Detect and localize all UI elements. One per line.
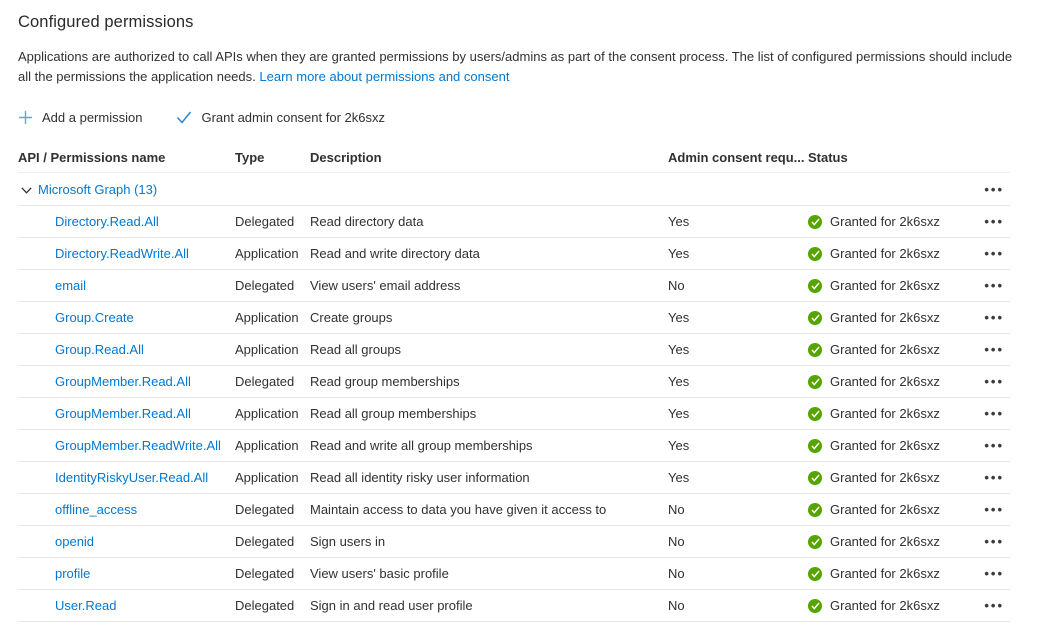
granted-check-circle-icon xyxy=(808,311,822,325)
check-icon xyxy=(176,111,192,124)
table-row xyxy=(18,302,1010,334)
permission-description: Read all identity risky user information xyxy=(310,470,530,485)
status-text: Granted for 2k6sxz xyxy=(830,566,940,581)
grant-admin-consent-button[interactable] xyxy=(176,108,385,127)
granted-check-circle-icon xyxy=(808,439,822,453)
permission-type: Delegated xyxy=(235,374,295,389)
more-options-icon[interactable]: ••• xyxy=(982,245,1010,262)
admin-consent-required-value: No xyxy=(668,566,685,581)
table-header-row xyxy=(18,143,1010,173)
permission-name-link[interactable]: Group.Read.All xyxy=(55,342,144,357)
table-row xyxy=(18,558,1010,590)
admin-consent-required-value: Yes xyxy=(668,470,690,485)
granted-check-circle-icon xyxy=(808,599,822,613)
permission-name-link[interactable]: email xyxy=(55,278,87,293)
permission-description: Sign users in xyxy=(310,534,386,549)
page-title: Configured permissions xyxy=(18,13,194,31)
permission-type: Delegated xyxy=(235,214,295,229)
admin-consent-required-value: Yes xyxy=(668,310,690,325)
more-options-icon[interactable]: ••• xyxy=(982,373,1010,390)
admin-consent-required-value: Yes xyxy=(668,406,690,421)
granted-check-circle-icon xyxy=(808,343,822,357)
permission-description: Maintain access to data you have given it access to xyxy=(310,502,607,517)
more-options-icon[interactable]: ••• xyxy=(982,597,1010,614)
group-collapse-button[interactable] xyxy=(18,182,38,197)
table-row xyxy=(18,206,1010,238)
permission-name-link[interactable]: offline_access xyxy=(55,502,138,517)
status-text: Granted for 2k6sxz xyxy=(830,374,940,389)
more-options-icon[interactable]: ••• xyxy=(982,405,1010,422)
section-description xyxy=(18,47,1026,87)
permission-type: Application xyxy=(235,246,299,261)
permission-description: Read group memberships xyxy=(310,374,460,389)
permission-name-link[interactable]: openid xyxy=(55,534,95,549)
more-options-icon[interactable]: ••• xyxy=(982,565,1010,582)
granted-check-circle-icon xyxy=(808,535,822,549)
add-permission-button[interactable] xyxy=(18,108,142,127)
more-options-icon[interactable]: ••• xyxy=(982,341,1010,358)
table-row xyxy=(18,494,1010,526)
admin-consent-required-value: Yes xyxy=(668,342,690,357)
granted-check-circle-icon xyxy=(808,567,822,581)
status-text: Granted for 2k6sxz xyxy=(830,246,940,261)
more-options-icon[interactable]: ••• xyxy=(982,469,1010,486)
status-text: Granted for 2k6sxz xyxy=(830,502,940,517)
status-text: Granted for 2k6sxz xyxy=(830,406,940,421)
header-status: Status xyxy=(808,150,848,165)
permission-description: Read all group memberships xyxy=(310,406,477,421)
permission-name-link[interactable]: Group.Create xyxy=(55,310,134,325)
more-options-icon[interactable]: ••• xyxy=(982,533,1010,550)
permissions-table xyxy=(18,143,1010,622)
more-options-icon[interactable]: ••• xyxy=(982,309,1010,326)
status-text: Granted for 2k6sxz xyxy=(830,278,940,293)
permission-type: Delegated xyxy=(235,502,295,517)
granted-check-circle-icon xyxy=(808,503,822,517)
granted-check-circle-icon xyxy=(808,375,822,389)
api-group-row-microsoft-graph xyxy=(18,173,1010,206)
permissions-toolbar xyxy=(18,108,1039,127)
more-options-icon[interactable]: ••• xyxy=(982,277,1010,294)
permission-type: Delegated xyxy=(235,278,295,293)
admin-consent-required-value: No xyxy=(668,598,685,613)
more-options-icon[interactable]: ••• xyxy=(982,501,1010,518)
permission-type: Application xyxy=(235,406,299,421)
admin-consent-required-value: Yes xyxy=(668,374,690,389)
granted-check-circle-icon xyxy=(808,215,822,229)
granted-check-circle-icon xyxy=(808,247,822,261)
status-text: Granted for 2k6sxz xyxy=(830,310,940,325)
add-permission-label: Add a permission xyxy=(42,110,143,125)
table-row xyxy=(18,238,1010,270)
permission-description: Read directory data xyxy=(310,214,424,229)
admin-consent-required-value: No xyxy=(668,502,685,517)
admin-consent-required-value: Yes xyxy=(668,438,690,453)
status-text: Granted for 2k6sxz xyxy=(830,342,940,357)
table-body xyxy=(18,206,1010,622)
table-row xyxy=(18,462,1010,494)
permission-description: Read and write directory data xyxy=(310,246,480,261)
admin-consent-required-value: Yes xyxy=(668,246,690,261)
chevron-down-icon xyxy=(21,182,32,197)
grant-admin-consent-label: Grant admin consent for 2k6sxz xyxy=(201,110,385,125)
header-description: Description xyxy=(310,150,382,165)
plus-icon xyxy=(18,110,33,125)
permission-type: Application xyxy=(235,310,299,325)
permission-type: Application xyxy=(235,470,299,485)
permission-type: Application xyxy=(235,342,299,357)
table-row xyxy=(18,270,1010,302)
more-options-icon[interactable]: ••• xyxy=(982,437,1010,454)
admin-consent-required-value: No xyxy=(668,278,685,293)
permission-description: Read and write all group memberships xyxy=(310,438,533,453)
permission-description: Read all groups xyxy=(310,342,402,357)
permission-name-link[interactable]: IdentityRiskyUser.Read.All xyxy=(55,470,209,485)
permission-name-link[interactable]: User.Read xyxy=(55,598,117,613)
permission-type: Application xyxy=(235,438,299,453)
table-row xyxy=(18,334,1010,366)
table-row xyxy=(18,398,1010,430)
status-text: Granted for 2k6sxz xyxy=(830,438,940,453)
status-text: Granted for 2k6sxz xyxy=(830,534,940,549)
permission-name-link[interactable]: GroupMember.Read.All xyxy=(55,374,191,389)
status-text: Granted for 2k6sxz xyxy=(830,214,940,229)
table-row xyxy=(18,430,1010,462)
granted-check-circle-icon xyxy=(808,279,822,293)
description-text: Applications are authorized to call APIs when they are granted permissions by users/admins as part of the consent process. The list of configured permissions should include all the permissions the application needs. xyxy=(18,49,1013,84)
permission-name-link[interactable]: GroupMember.ReadWrite.All xyxy=(55,438,221,453)
admin-consent-required-value: Yes xyxy=(668,214,690,229)
learn-more-link[interactable]: Learn more about permissions and consent xyxy=(259,69,510,84)
granted-check-circle-icon xyxy=(808,407,822,421)
permission-type: Delegated xyxy=(235,598,295,613)
permission-description: View users' email address xyxy=(310,278,461,293)
permission-name-link[interactable]: Directory.ReadWrite.All xyxy=(55,246,189,261)
permission-type: Delegated xyxy=(235,566,295,581)
status-text: Granted for 2k6sxz xyxy=(830,470,940,485)
permission-name-link[interactable]: profile xyxy=(55,566,91,581)
header-api-permissions-name: API / Permissions name xyxy=(18,150,166,165)
more-options-icon[interactable]: ••• xyxy=(982,213,1010,230)
permission-name-link[interactable]: Directory.Read.All xyxy=(55,214,159,229)
more-options-icon[interactable]: ••• xyxy=(982,181,1010,198)
permission-name-link[interactable]: GroupMember.Read.All xyxy=(55,406,191,421)
header-admin-consent-required: Admin consent requ... xyxy=(668,150,805,165)
permission-description: Create groups xyxy=(310,310,393,325)
granted-check-circle-icon xyxy=(808,471,822,485)
api-group-link[interactable]: Microsoft Graph (13) xyxy=(38,181,158,197)
permission-type: Delegated xyxy=(235,534,295,549)
permission-description: View users' basic profile xyxy=(310,566,449,581)
permission-description: Sign in and read user profile xyxy=(310,598,473,613)
table-row xyxy=(18,366,1010,398)
table-row xyxy=(18,590,1010,622)
status-text: Granted for 2k6sxz xyxy=(830,598,940,613)
header-type: Type xyxy=(235,150,265,165)
table-row xyxy=(18,526,1010,558)
admin-consent-required-value: No xyxy=(668,534,685,549)
